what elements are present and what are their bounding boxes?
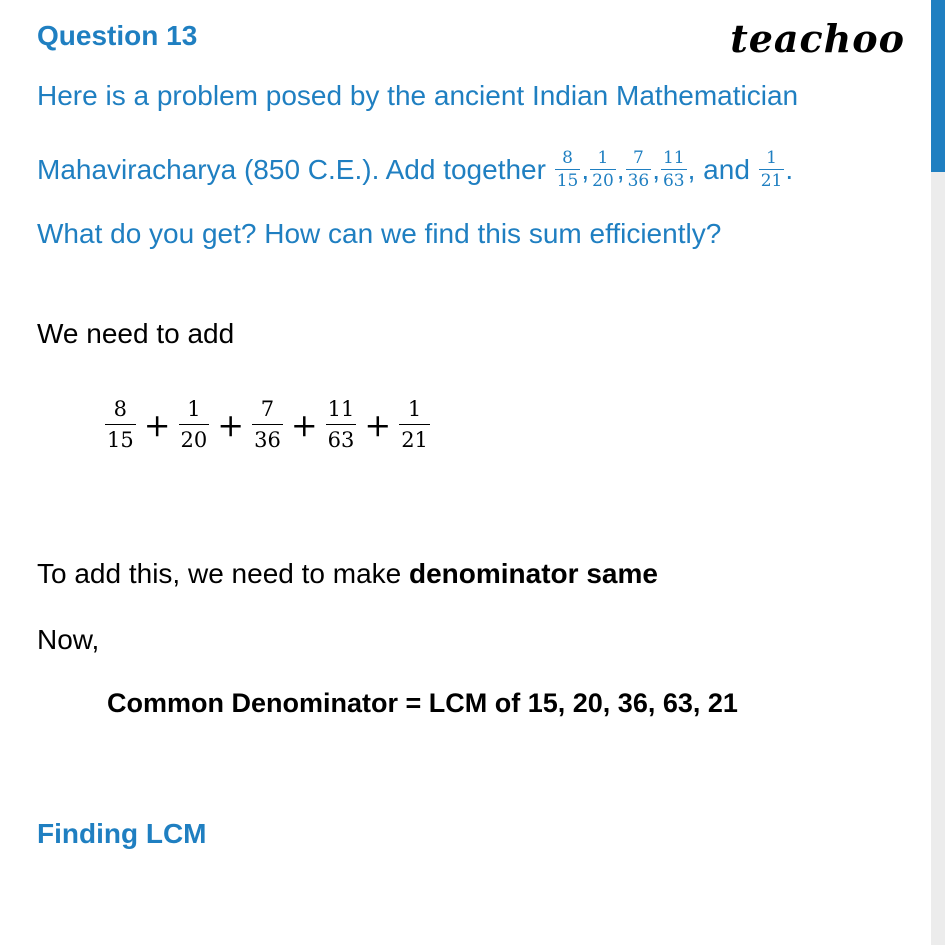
fraction-denominator: 36: [252, 424, 283, 453]
intro-text: We need to add: [37, 318, 235, 349]
fraction-numerator: 11: [327, 397, 355, 421]
fraction-denominator: 21: [399, 424, 430, 453]
and-text: , and: [687, 153, 750, 185]
fraction-denominator: 20: [179, 424, 210, 453]
question-fraction: [555, 148, 581, 191]
fraction-numerator: 7: [260, 397, 275, 421]
finding-lcm-heading: Finding LCM: [37, 818, 207, 849]
fraction-denominator: 63: [662, 171, 685, 191]
question-line-3: What do you get? How can we find this sum efficiently?: [37, 218, 722, 249]
fraction-numerator: 1: [597, 148, 609, 168]
plus-sign: +: [217, 405, 245, 444]
equation-fraction: [326, 396, 357, 453]
question-line-2: [37, 148, 793, 191]
fraction-numerator: 11: [662, 148, 685, 168]
fraction-denominator: 15: [105, 424, 136, 453]
plus-sign: +: [143, 405, 171, 444]
fraction-denominator: 21: [760, 171, 783, 191]
fraction-numerator: 7: [632, 148, 644, 168]
question-fraction: [759, 148, 785, 191]
equation-fraction: [179, 396, 210, 453]
equation-fraction: [105, 396, 136, 453]
fraction-numerator: 1: [766, 148, 777, 168]
sum-equation: [105, 396, 430, 453]
sentence-end: .: [785, 153, 794, 185]
equation-fraction: [399, 396, 430, 453]
question-fraction: [590, 148, 616, 191]
question-line-2-prefix: Mahaviracharya (850 C.E.). Add together: [37, 153, 546, 185]
equation-fraction: [252, 396, 283, 453]
scrollbar-thumb[interactable]: [931, 0, 945, 172]
fraction-separator: ,: [581, 153, 590, 185]
fraction-separator: ,: [616, 153, 625, 185]
question-line-1: Here is a problem posed by the ancient Indian Mathematician: [37, 80, 799, 111]
question-fraction: [661, 148, 687, 191]
teachoo-logo: teachoo: [730, 16, 905, 61]
fraction-numerator: 8: [113, 397, 128, 421]
plus-sign: +: [290, 405, 318, 444]
step-text: [37, 558, 658, 590]
question-title: Question 13: [37, 20, 198, 51]
fraction-denominator: 36: [627, 171, 650, 191]
fraction-denominator: 15: [556, 171, 579, 191]
question-fraction: [626, 148, 652, 191]
fraction-numerator: 1: [187, 397, 201, 421]
fraction-numerator: 8: [562, 148, 573, 168]
fraction-denominator: 20: [592, 171, 614, 191]
plus-sign: +: [364, 405, 392, 444]
step-text-bold: denominator same: [409, 558, 658, 589]
now-text: Now,: [37, 624, 100, 655]
fraction-numerator: 1: [407, 397, 422, 421]
fraction-denominator: 63: [326, 424, 357, 453]
fraction-separator: ,: [652, 153, 660, 185]
common-denominator-line: Common Denominator = LCM of 15, 20, 36, 63, 21: [107, 688, 738, 718]
step-text-prefix: To add this, we need to make: [37, 558, 409, 589]
